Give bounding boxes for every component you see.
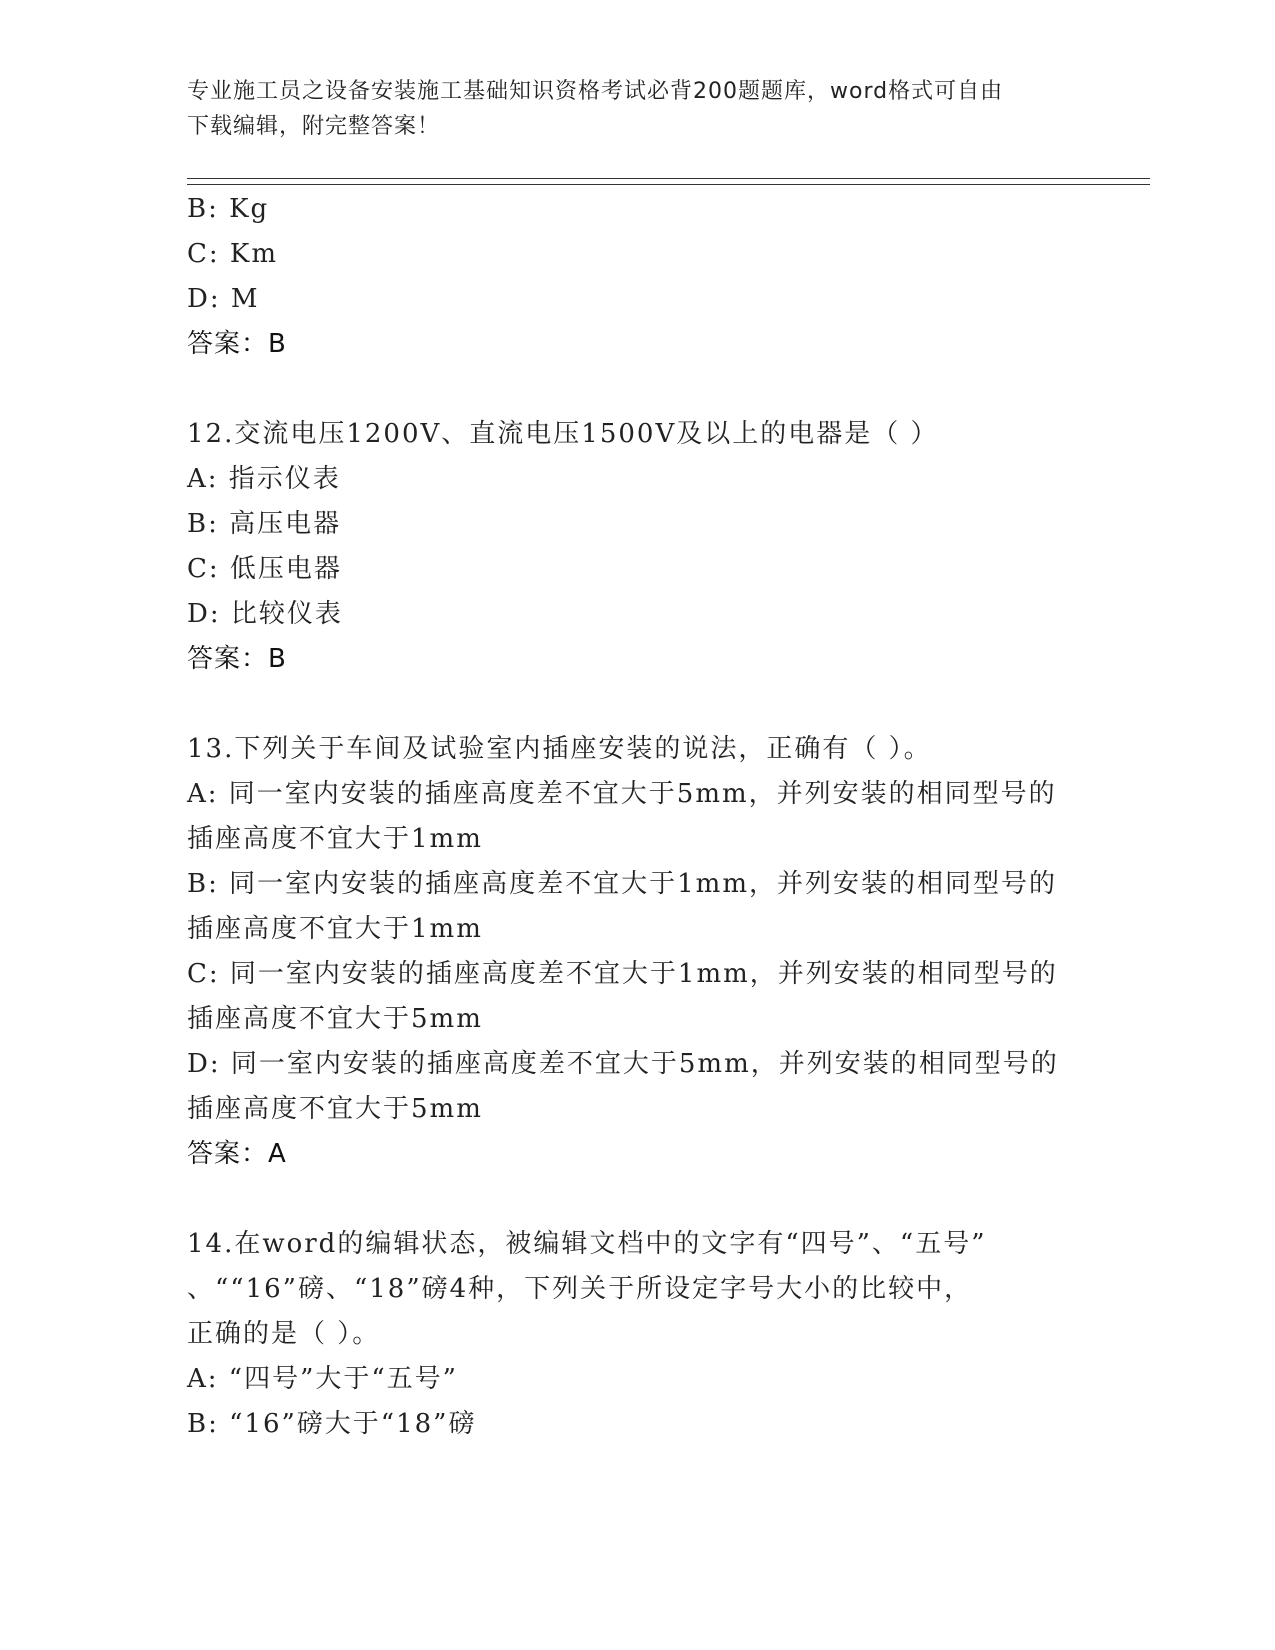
q13-option-b-line1: B: 同一室内安装的插座高度差不宜大于1mm，并列安装的相同型号的: [187, 869, 1057, 899]
q12-stem: 12.交流电压1200V、直流电压1500V及以上的电器是（ ）: [187, 419, 939, 449]
q13-option-b-line2: 插座高度不宜大于1mm: [187, 914, 483, 944]
q11-option-b: B: Kg: [187, 194, 270, 224]
q13-option-d-line2: 插座高度不宜大于5mm: [187, 1094, 483, 1124]
q13-option-c-line2: 插座高度不宜大于5mm: [187, 1004, 483, 1034]
q12-option-c: C: 低压电器: [187, 554, 342, 584]
title-line-1: 专业施工员之设备安装施工基础知识资格考试必背200题题库，word格式可自由: [187, 79, 1004, 104]
header-rule-top: [187, 178, 1150, 179]
q12-option-b: B: 高压电器: [187, 509, 342, 539]
q13-stem: 13.下列关于车间及试验室内插座安装的说法，正确有（ ）。: [187, 734, 932, 764]
q14-stem-line1: 14.在word的编辑状态，被编辑文档中的文字有“四号”、“五号”: [187, 1229, 987, 1259]
header-rule-bottom: [187, 184, 1150, 185]
title-line-2: 下载编辑，附完整答案！: [187, 114, 441, 139]
document-title: [187, 74, 1087, 144]
q13-option-a-line1: A: 同一室内安装的插座高度差不宜大于5mm，并列安装的相同型号的: [187, 779, 1057, 809]
q13-answer: 答案：A: [187, 1139, 287, 1169]
q12-option-a: A: 指示仪表: [187, 464, 341, 494]
q11-answer: 答案：B: [187, 329, 287, 359]
q14-stem-line2: 、““16”磅、“18”磅4种，下列关于所设定字号大小的比较中，: [187, 1274, 973, 1304]
q14-option-b: B: “16”磅大于“18”磅: [187, 1409, 477, 1439]
q14-option-a: A: “四号”大于“五号”: [187, 1364, 458, 1394]
q14-stem-line3: 正确的是（ ）。: [187, 1319, 381, 1349]
q13-option-c-line1: C: 同一室内安装的插座高度差不宜大于1mm，并列安装的相同型号的: [187, 959, 1058, 989]
q12-option-d: D: 比较仪表: [187, 599, 343, 629]
q13-option-a-line2: 插座高度不宜大于1mm: [187, 824, 483, 854]
q11-option-c: C: Km: [187, 239, 278, 269]
q11-option-d: D: M: [187, 284, 260, 314]
q12-answer: 答案：B: [187, 644, 287, 674]
q13-option-d-line1: D: 同一室内安装的插座高度差不宜大于5mm，并列安装的相同型号的: [187, 1049, 1059, 1079]
